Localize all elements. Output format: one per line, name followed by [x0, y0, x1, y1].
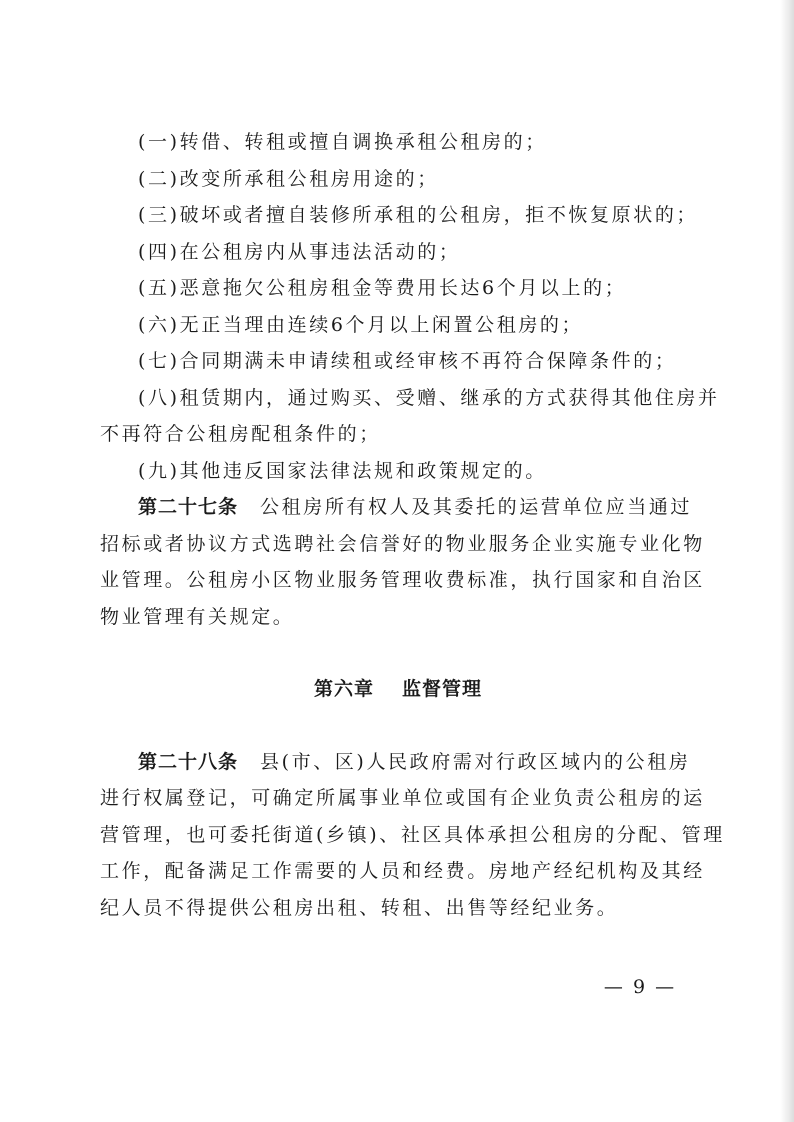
list-item-4: (四)在公租房内从事违法活动的；: [138, 240, 461, 263]
page-edge-shadow: [780, 0, 794, 1122]
page-number: — 9 —: [603, 976, 677, 998]
list-item-9: (九)其他违反国家法律法规和政策规定的。: [138, 459, 547, 482]
article-28-heading: 第二十八条: [138, 750, 239, 773]
article-28-line-3: 营管理，也可委托街道(乡镇)、社区具体承担公租房的分配、管理: [100, 823, 725, 846]
article-27-line-4: 物业管理有关规定。: [100, 605, 295, 628]
article-27-line-3: 业管理。公租房小区物业服务管理收费标准，执行国家和自治区: [100, 569, 705, 591]
list-item-6: (六)无正当理由连续6个月以上闲置公租房的；: [138, 313, 584, 336]
article-27-line-2: 招标或者协议方式选聘社会信誉好的物业服务企业实施专业化物: [100, 532, 705, 555]
list-item-1: (一)转借、转租或擅自调换承租公租房的；: [138, 131, 547, 153]
chapter-heading: [100, 671, 696, 708]
list-item-5: (五)恶意拖欠公租房租金等费用长达6个月以上的；: [138, 277, 627, 299]
article-27-text: 公租房所有权人及其委托的运营单位应当通过: [260, 496, 693, 518]
article-28-line-5: 纪人员不得提供公租房出租、转租、出售等经纪业务。: [100, 896, 619, 919]
article-28-line-4: 工作，配备满足工作需要的人员和经费。房地产经纪机构及其经: [100, 860, 705, 882]
page-content: [100, 124, 725, 926]
article-27-first-line: [100, 489, 696, 526]
article-28-text: 县(市、区)人民政府需对行政区域内的公租房: [260, 750, 691, 773]
article-28-first-line: [100, 744, 696, 781]
list-item-8-continuation: 不再符合公租房配租条件的；: [100, 423, 381, 445]
chapter-number: 第六章: [313, 678, 374, 700]
article-28-line-2: 进行权属登记，可确定所属事业单位或国有企业负责公租房的运: [100, 787, 705, 809]
list-item-7: (七)合同期满未申请续租或经审核不再符合保障条件的；: [138, 350, 677, 372]
list-item-8: (八)租赁期内，通过购买、受赠、继承的方式获得其他住房并: [138, 386, 720, 409]
list-item-3: (三)破坏或者擅自装修所承租的公租房，拒不恢复原状的；: [138, 204, 699, 226]
list-item-2: (二)改变所承租公租房用途的；: [138, 167, 439, 190]
chapter-title: 监督管理: [402, 678, 483, 700]
article-27-heading: 第二十七条: [138, 496, 239, 518]
